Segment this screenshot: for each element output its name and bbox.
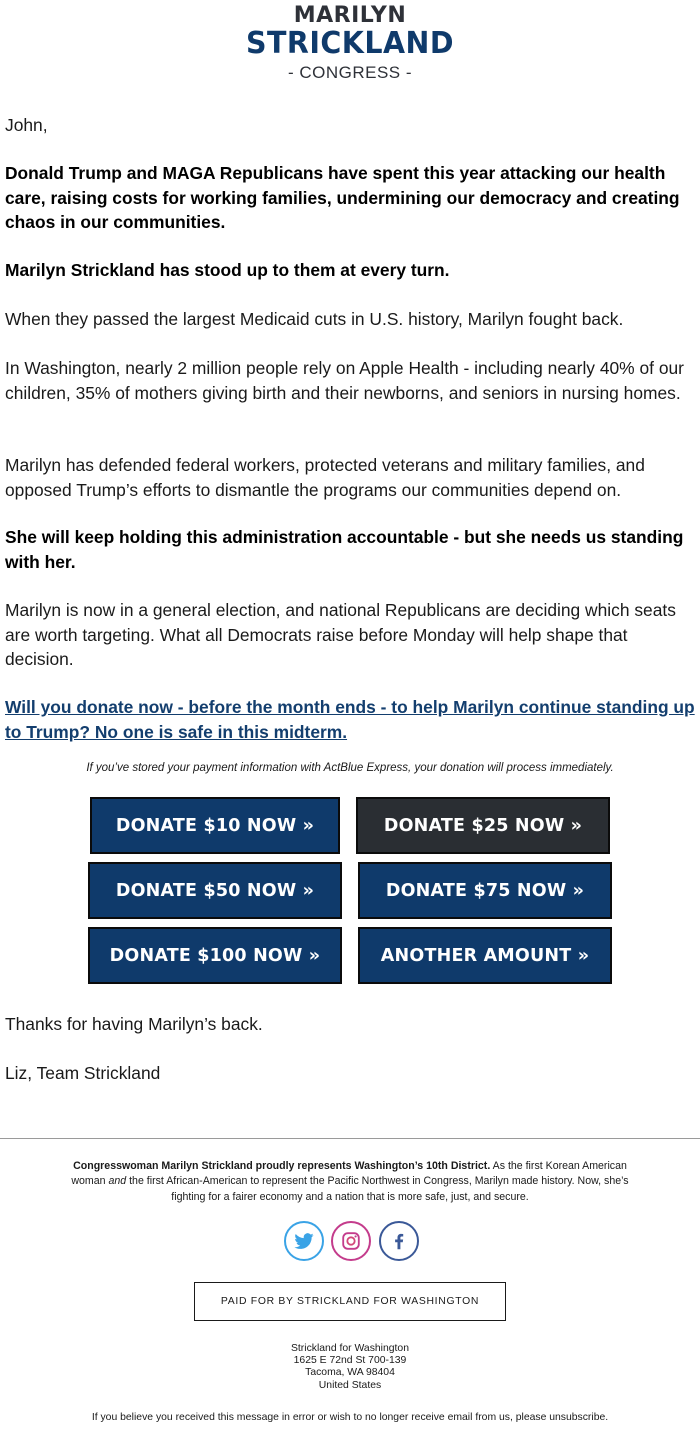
unsubscribe-text[interactable]: If you believe you received this message in error or wish to no longer receive email from us, please unsubscribe. (91, 1412, 609, 1423)
address-line: Tacoma, WA 98404 (305, 1367, 395, 1379)
donate-50-button[interactable]: DONATE $50 NOW » (88, 862, 342, 919)
donate-25-button[interactable]: DONATE $25 NOW » (356, 797, 610, 854)
donate-10-button[interactable]: DONATE $10 NOW » (90, 797, 340, 854)
paragraph-medicaid: When they passed the largest Medicaid cuts in U.S. history, Marilyn fought back. (5, 309, 624, 329)
twitter-icon[interactable] (284, 1221, 324, 1261)
footer-desc-part2: the first African-American to represent the Pacific Northwest in Congress, Marilyn made history. Now, she’s fighting for a fairer economy and a nation that is more safe, just, and secure. (126, 1175, 629, 1203)
paragraph-general-election: Marilyn is now in a general election, and national Republicans are deciding which seats are worth targeting. What all Democrats raise before Monday will help shape that decision. (5, 600, 676, 669)
paid-for-box: PAID FOR BY STRICKLAND FOR WASHINGTON (194, 1282, 506, 1321)
footer-description (70, 1159, 630, 1205)
greeting: John, (5, 115, 48, 135)
address-line: United States (318, 1379, 382, 1391)
footer-divider (0, 1138, 700, 1139)
instagram-icon[interactable] (331, 1221, 371, 1261)
paragraph-attack: Donald Trump and MAGA Republicans have spent this year attacking our health care, raising costs for working families, undermining our democracy and creating chaos in our communities. (5, 163, 680, 232)
paragraph-apple-health: In Washington, nearly 2 million people rely on Apple Health - including nearly 40% of our children, 35% of mothers giving birth and their newborns, and seniors in nursing homes. (5, 358, 684, 403)
donate-link[interactable]: Will you donate now - before the month ends - to help Marilyn continue standing up to Trump? No one is safe in this midterm. (5, 697, 695, 742)
logo-last-name: STRICKLAND (245, 26, 454, 61)
paragraph-accountable: She will keep holding this administration accountable - but she needs us standing with her. (5, 527, 684, 572)
signoff-text: Liz, Team Strickland (5, 1063, 161, 1083)
logo-subtitle: - CONGRESS - (287, 63, 413, 82)
address-line: Strickland for Washington (290, 1343, 409, 1354)
address-line: 1625 E 72nd St 700-139 (293, 1355, 407, 1367)
paragraph-stood-up: Marilyn Strickland has stood up to them at every turn. (5, 260, 450, 280)
footer-desc-part1: As the first Korean American woman (71, 1160, 627, 1188)
logo-first-name: MARILYN (293, 3, 407, 28)
donate-100-button[interactable]: DONATE $100 NOW » (88, 927, 342, 984)
mailing-address (0, 1343, 700, 1392)
another-amount-button[interactable]: ANOTHER AMOUNT » (358, 927, 612, 984)
footer-desc-and: and (108, 1175, 127, 1188)
footer-desc-bold: Congresswoman Marilyn Strickland proudly represents Washington’s 10th District. (73, 1160, 491, 1172)
paragraph-defended: Marilyn has defended federal workers, protected veterans and military families, and opposed Trump’s efforts to dismantle the programs our communities depend on. (5, 455, 645, 500)
facebook-icon[interactable] (379, 1221, 419, 1261)
thanks-text: Thanks for having Marilyn’s back. (5, 1014, 263, 1034)
donate-75-button[interactable]: DONATE $75 NOW » (358, 862, 612, 919)
actblue-note: If you’ve stored your payment information with ActBlue Express, your donation will process immediately. (86, 762, 614, 774)
